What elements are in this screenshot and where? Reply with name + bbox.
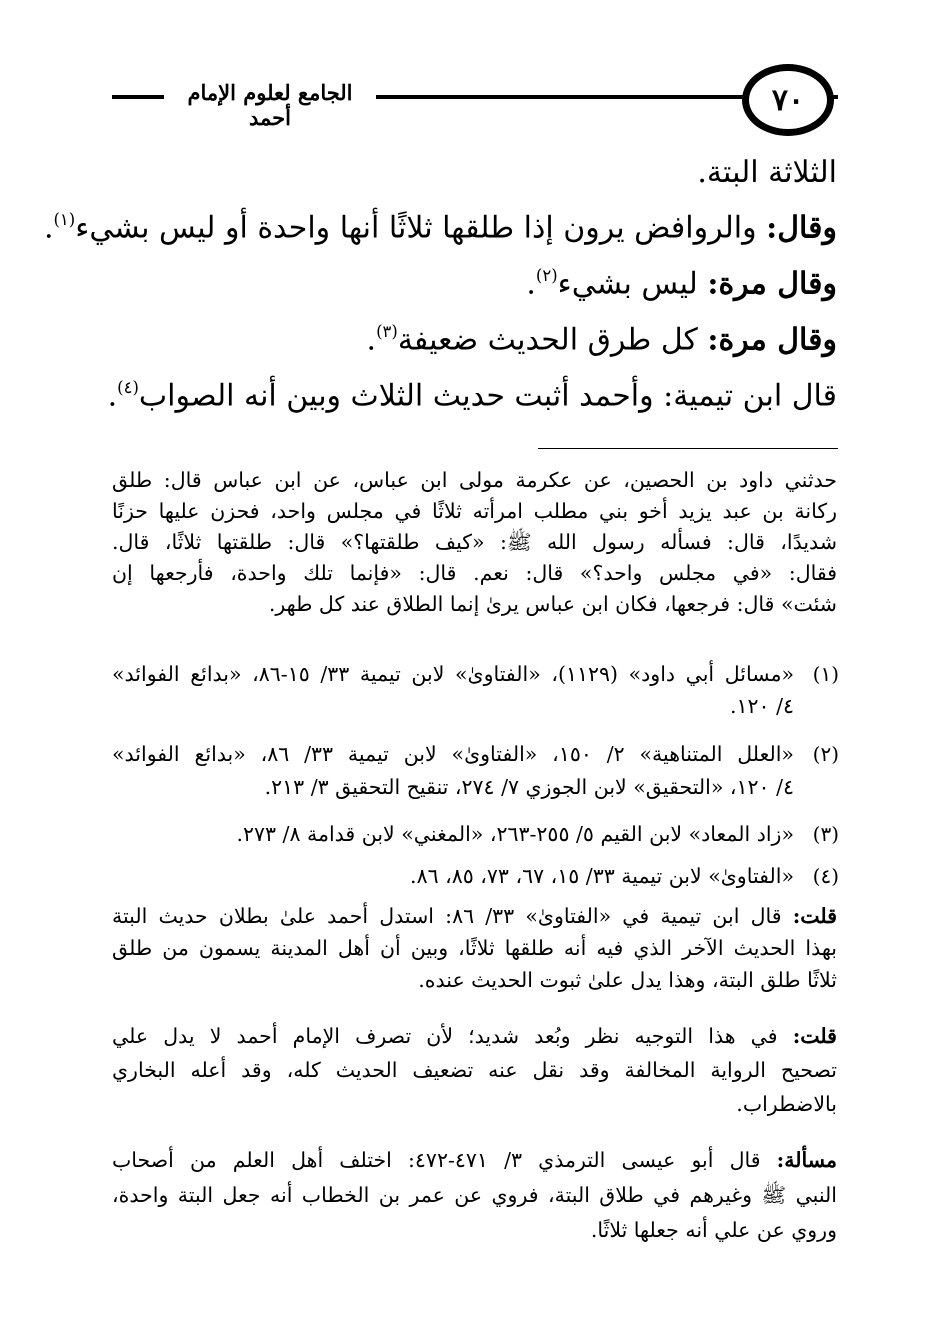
page-number: ٧٠ xyxy=(742,64,834,136)
note-text: قال أبو عيسى الترمذي ٣/ ٤٧١-٤٧٢: اختلف أهل العلم من أصحاب xyxy=(112,1148,761,1172)
note-line: بهذا الحديث الآخر الذي فيه أنه طلقها ثلاثًا، وبين أن أهل المدينة يسمون من طلق xyxy=(112,936,837,960)
paragraph-text: قال ابن تيمية: وأحمد أثبت حديث الثلاث وبين أنه الصواب xyxy=(138,378,837,414)
footnote-marker: (١) xyxy=(812,662,839,686)
period: . xyxy=(366,322,377,358)
note-line xyxy=(112,1150,837,1185)
paragraph-text: كل طرق الحديث ضعيفة xyxy=(397,322,698,358)
note-qultu-2 xyxy=(112,1026,837,1128)
header-rule-left xyxy=(112,95,164,99)
footnote-line: «زاد المعاد» لابن القيم ٥/ ٢٥٥-٢٦٣، «المغني» لابن قدامة ٨/ ٢٧٣. xyxy=(236,822,794,846)
footnote-1 xyxy=(112,662,839,728)
label-qal-marra: وقال مرة: xyxy=(707,322,837,358)
note-line: وروي عن علي أنه جعلها ثلاثًا. xyxy=(590,1218,837,1242)
note-text: قال ابن تيمية في «الفتاوىٰ» ٣٣/ ٨٦: استدل أحمد علىٰ بطلان حديث البتة xyxy=(112,904,782,928)
note-line: ثلاثًا طلق البتة، وهذا يدل علىٰ ثبوت الحديث عنده. xyxy=(418,968,837,992)
note-masala xyxy=(112,1150,837,1255)
footnote-ref[interactable]: (٤) xyxy=(117,378,139,397)
note-line: تصحيح الرواية المخالفة وقد نقل عنه تضعيف الحديث كله، وقد أعله البخاري xyxy=(112,1058,837,1082)
running-title: الجامع لعلوم الإمام أحمد xyxy=(170,80,370,130)
note-label: قلت: xyxy=(792,1024,837,1048)
note-label: قلت: xyxy=(792,904,838,928)
footnote-line: «العلل المتناهية» ٢/ ١٥٠، «الفتاوىٰ» لابن تيمية ٣٣/ ٨٦، «بدائع الفوائد» xyxy=(112,742,794,766)
paragraph-4 xyxy=(107,378,837,414)
note-line xyxy=(112,906,837,938)
text-line xyxy=(697,155,837,190)
note-line xyxy=(112,1026,837,1060)
footnote-line: «الفتاوىٰ» لابن تيمية ٣٣/ ١٥، ٦٧، ٧٣، ٨٥، ٨٦. xyxy=(410,864,794,888)
paragraph-2 xyxy=(526,266,837,302)
footnote-line: ٤/ ١٢٠، «التحقيق» لابن الجوزي ٧/ ٢٧٤، تنقيح التحقيق ٣/ ٢١٣. xyxy=(264,775,794,799)
footnote-3 xyxy=(112,822,839,856)
paragraph-text: ليس بشيء xyxy=(557,266,698,302)
paragraph-1 xyxy=(43,210,837,246)
footnote-line: فقال: «في مجلس واحد؟» قال: نعم. قال: «فإنما تلك واحدة، فأرجعها إن xyxy=(112,561,837,585)
footnote-marker: (٤) xyxy=(812,864,839,888)
footnote-divider xyxy=(538,448,838,449)
text-span: الثلاثة البتة. xyxy=(697,155,837,190)
note-qultu-1 xyxy=(112,906,837,1002)
footnote-line: ٤/ ١٢٠. xyxy=(729,694,794,718)
footnote-ref[interactable]: (١) xyxy=(53,210,76,229)
footnote-ref[interactable]: (٢) xyxy=(535,266,558,285)
footnote-marker: (٢) xyxy=(812,742,839,766)
note-text: في هذا التوجيه نظر وبُعد شديد؛ لأن تصرف الإمام أحمد لا يدل علي xyxy=(112,1024,778,1048)
paragraph-text: والروافض يرون إذا طلقها ثلاثًا أنها واحدة أو ليس بشيء xyxy=(75,210,757,246)
footnote-line: شديدًا، قال: فسأله رسول الله ﷺ: «كيف طلقتها؟» قال: طلقتها ثلاثًا، قال. xyxy=(112,530,837,554)
header-rule-middle xyxy=(376,95,744,99)
note-line: النبي ﷺ وغيرهم في طلاق البتة، فروي عن عمر بن الخطاب أنه جعل البتة واحدة، xyxy=(112,1183,837,1207)
footnote-marker: (٣) xyxy=(812,822,839,846)
footnote-line: حدثني داود بن الحصين، عن عكرمة مولى ابن عباس، عن ابن عباس قال: طلق xyxy=(112,468,837,492)
footnote-line: شئت» قال: فرجعها، فكان ابن عباس يرىٰ إنما الطلاق عند كل طهر. xyxy=(268,592,837,616)
footnote-line: ركانة بن عبد يزيد أخو بني مطلب امرأته ثلاثًا في مجلس واحد، فحزن عليها حزنًا xyxy=(112,499,837,523)
period: . xyxy=(43,210,54,246)
footnote-4 xyxy=(112,864,839,898)
note-label: مسألة: xyxy=(776,1148,837,1172)
period: . xyxy=(107,378,118,414)
footnote-continuation xyxy=(112,470,837,625)
note-line: بالاضطراب. xyxy=(736,1092,837,1116)
label-qal: وقال: xyxy=(766,210,837,246)
label-qal-marra: وقال مرة: xyxy=(707,266,837,302)
footnote-ref[interactable]: (٣) xyxy=(376,322,398,341)
footnote-2 xyxy=(112,742,839,810)
footnote-line: «مسائل أبي داود» (١١٢٩)، «الفتاوىٰ» لابن تيمية ٣٣/ ١٥-٨٦، «بدائع الفوائد» xyxy=(112,662,795,686)
period: . xyxy=(526,266,536,302)
paragraph-3 xyxy=(366,322,837,358)
